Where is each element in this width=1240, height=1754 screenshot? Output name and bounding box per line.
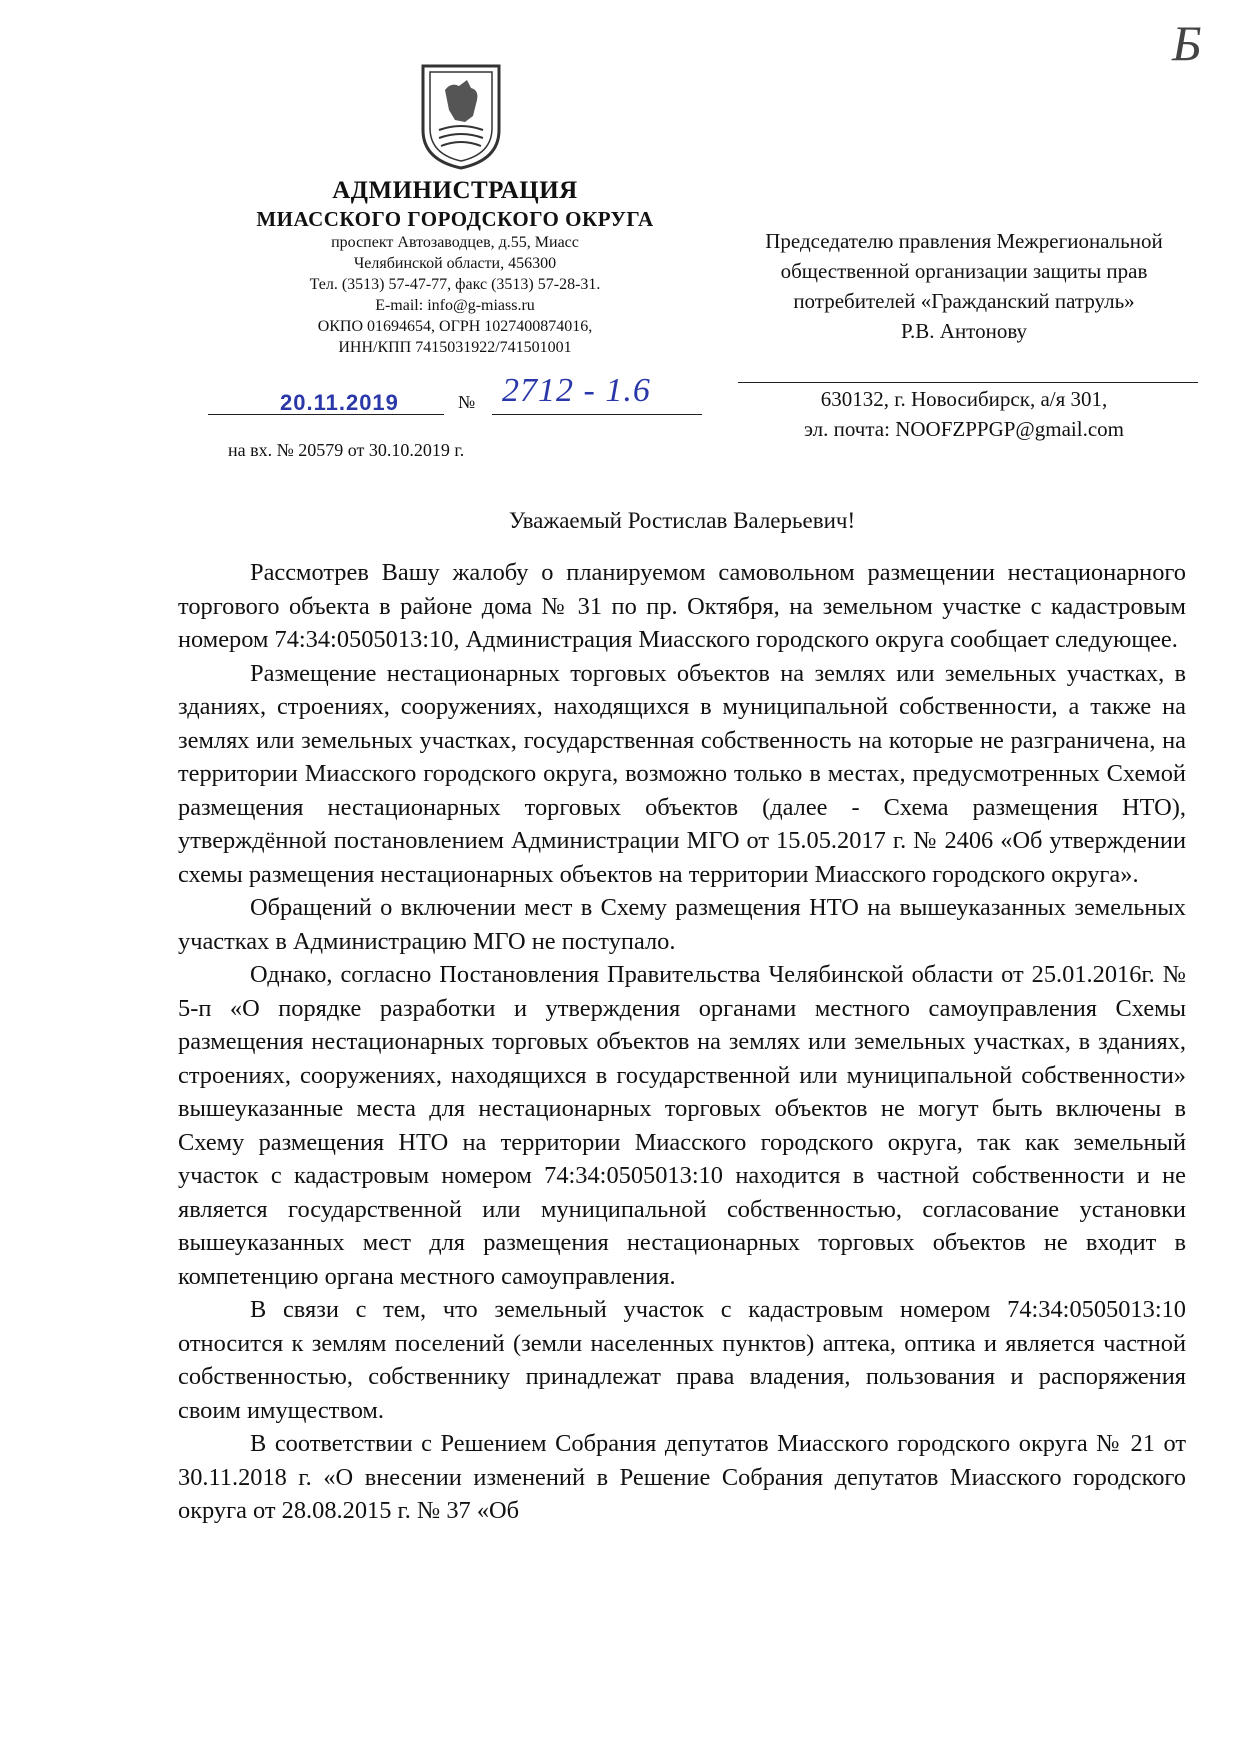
addressee-line2: общественной организации защиты прав bbox=[780, 259, 1148, 283]
org-title: АДМИНИСТРАЦИЯ bbox=[332, 177, 578, 204]
number-underline bbox=[492, 414, 702, 415]
org-inn: ИНН/КПП 7415031922/741501001 bbox=[338, 339, 572, 356]
org-okpo: ОКПО 01694654, ОГРН 1027400874016, bbox=[317, 318, 593, 335]
registration-date-stamp: 20.11.2019 bbox=[280, 390, 399, 415]
addressee-block bbox=[724, 226, 1204, 346]
paragraph: В связи с тем, что земельный участок с кадастровым номером 74:34:0505013:10 относится к землям поселений (земли населенных пунктов) аптека, оптика и является частной собственностью, собственнику принадлежат права владения, пользования и распоряжения своим имуществом. bbox=[178, 1296, 1186, 1424]
paragraph: Однако, согласно Постановления Правительства Челябинской области от 25.01.2016г. № 5-п «О порядке разработки и утверждения органами местного самоуправления Схемы размещения нестационарных торговых объектов на землях или земельных участках, в зданиях, строениях, сооружениях, находящихся в государственной или муниципальной собственности» вышеуказанные места для нестационарных торговых объектов не могут быть включены в Схему размещения НТО на территории Миасского городского округа, так как земельный участок с кадастровым номером 74:34:0505013:10 находится в частной собственности и не является государственной или муниципальной собственностью, согласование установки вышеуказанных мест для размещения нестационарных торговых объектов не входит в компетенцию органа местного самоуправления. bbox=[178, 961, 1186, 1290]
number-sign: № bbox=[458, 392, 476, 412]
paragraph: Размещение нестационарных торговых объектов на землях или земельных участках, в зданиях, строениях, сооружениях, находящихся в муниципальной собственности, а также на землях или земельных участках, государственная собственность на которые не разграничена, на территории Миасского городского округа, возможно только в местах, предусмотренных Схемой размещения нестационарных торговых объектов (далее - Схема размещения НТО), утверждённой постановлением Администрации МГО от 15.05.2017 г. № 2406 «Об утверждении схемы размещения нестационарных объектов на территории Миасского городского округа». bbox=[178, 659, 1186, 888]
addressee-email: эл. почта: NOOFZPPGP@gmail.com bbox=[804, 417, 1124, 441]
organization-header bbox=[185, 176, 725, 358]
addressee-contact bbox=[724, 384, 1204, 444]
paragraph: Обращений о включении мест в Схему размещения НТО на вышеуказанных земельных участках в Администрацию МГО не поступало. bbox=[178, 894, 1186, 955]
addressee-divider bbox=[738, 382, 1198, 383]
addressee-postal-address: 630132, г. Новосибирск, а/я 301, bbox=[820, 387, 1108, 411]
greeting: Уважаемый Ростислав Валерьевич! bbox=[508, 508, 856, 533]
letter-body bbox=[178, 556, 1186, 1528]
registration-block bbox=[208, 372, 698, 418]
handwritten-corner-mark: Б bbox=[1172, 15, 1202, 71]
org-phone: Тел. (3513) 57-47-77, факс (3513) 57-28-31. bbox=[309, 276, 601, 293]
coat-of-arms-icon bbox=[415, 60, 507, 172]
addressee-line3: потребителей «Гражданский патруль» bbox=[793, 289, 1135, 313]
org-subtitle: МИАССКОГО ГОРОДСКОГО ОКРУГА bbox=[256, 207, 654, 231]
paragraph: В соответствии с Решением Собрания депутатов Миасского городского округа № 21 от 30.11.2018 г. «О внесении изменений в Решение Собрания депутатов Миасского городского округа от 28.08.2015 г. № 37 «Об bbox=[178, 1430, 1186, 1524]
incoming-reference: на вх. № 20579 от 30.10.2019 г. bbox=[228, 440, 465, 460]
org-email: E-mail: info@g-miass.ru bbox=[375, 297, 535, 314]
registration-number: 2712 - 1.6 bbox=[502, 372, 651, 409]
addressee-name: Р.В. Антонову bbox=[900, 319, 1028, 343]
paragraph: Рассмотрев Вашу жалобу о планируемом самовольном размещении нестационарного торгового объекта в районе дома № 31 по пр. Октября, на земельном участке с кадастровым номером 74:34:0505013:10, Администрация Миасского городского округа сообщает следующее. bbox=[178, 559, 1186, 653]
org-address-line2: Челябинской области, 456300 bbox=[353, 255, 557, 272]
org-address-line1: проспект Автозаводцев, д.55, Миасс bbox=[331, 234, 579, 251]
addressee-line1: Председателю правления Межрегиональной bbox=[765, 229, 1163, 253]
